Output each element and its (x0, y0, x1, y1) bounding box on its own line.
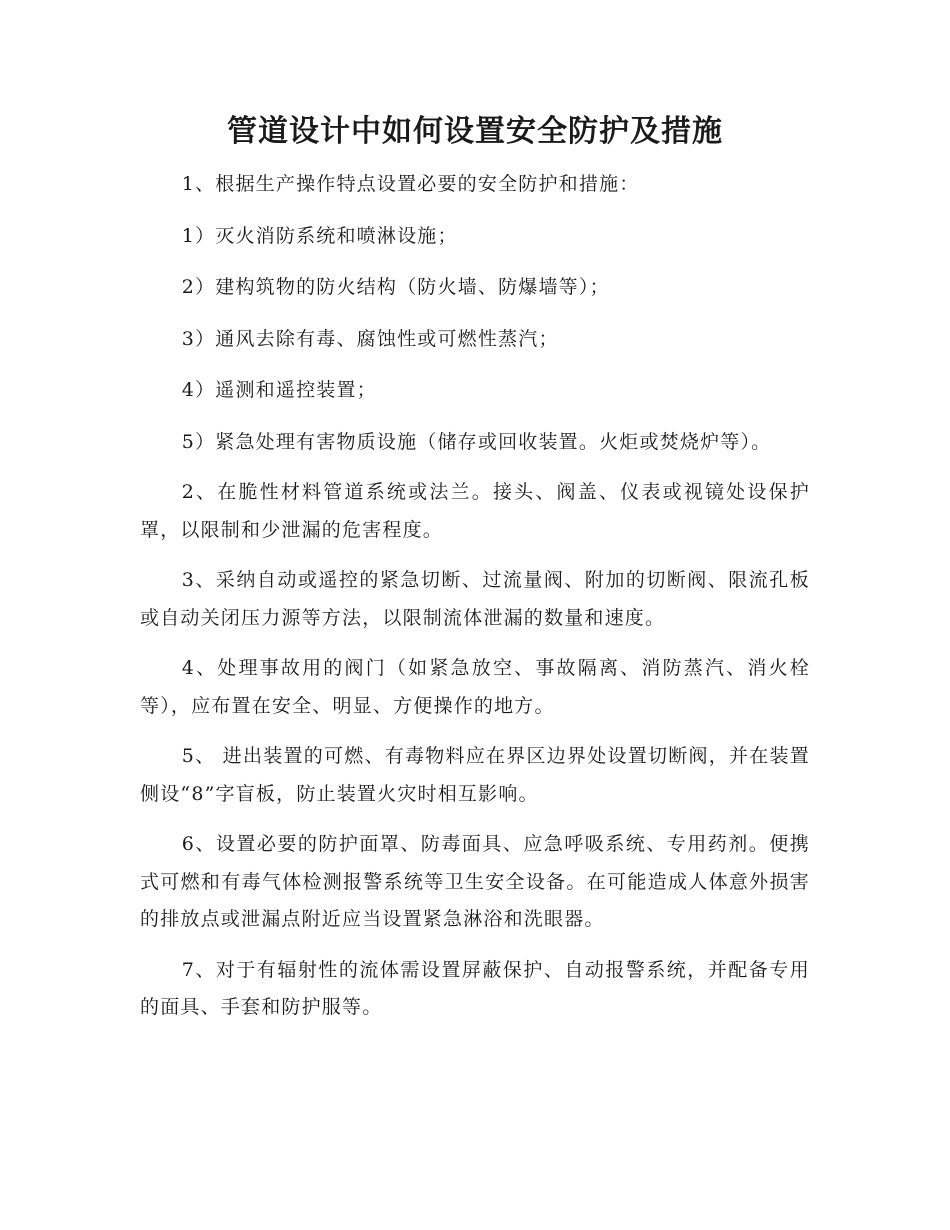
paragraph-4: 4、处理事故用的阀门（如紧急放空、事故隔离、消防蒸汽、消火栓等），应布置在安全、明显、方便操作的地方。 (140, 657, 810, 717)
paragraph-3: 3、采纳自动或遥控的紧急切断、过流量阀、附加的切断阀、限流孔板或自动关闭压力源等方法，以限制流体泄漏的数量和速度。 (140, 569, 810, 629)
paragraph-7: 7、对于有辐射性的流体需设置屏蔽保护、自动报警系统，并配备专用的面具、手套和防护服等。 (140, 958, 810, 1018)
paragraph-1-item-5: 5）紧急处理有害物质设施（储存或回收装置。火炬或焚烧炉等）。 (181, 430, 772, 453)
paragraph-1-item-2: 2）建构筑物的防火结构（防火墙、防爆墙等）； (181, 276, 610, 298)
document-title: 管道设计中如何设置安全防护及措施 (227, 114, 723, 149)
paragraph-5: 5、 进出装置的可燃、有毒物料应在界区边界处设置切断阀，并在装置侧设“8”字盲板，防止装置火灾时相互影响。 (140, 745, 810, 805)
paragraph-2: 2、在脆性材料管道系统或法兰。接头、阀盖、仪表或视镜处设保护罩，以限制和少泄漏的危害程度。 (140, 481, 810, 541)
paragraph-1: 1、根据生产操作特点设置必要的安全防护和措施： (181, 173, 640, 195)
paragraph-1-item-4: 4）遥测和遥控装置； (181, 379, 377, 401)
paragraph-1-item-1: 1）灭火消防系统和喷淋设施； (181, 224, 458, 247)
document-body (140, 166, 810, 1040)
paragraph-1-item-3: 3）通风去除有毒、腐蚀性或可燃性蒸汽； (181, 327, 559, 350)
paragraph-6: 6、设置必要的防护面罩、防毒面具、应急呼吸系统、专用药剂。便携式可燃和有毒气体检测报警系统等卫生安全设备。在可能造成人体意外损害的排放点或泄漏点附近应当设置紧急淋浴和洗眼器。 (140, 833, 810, 930)
